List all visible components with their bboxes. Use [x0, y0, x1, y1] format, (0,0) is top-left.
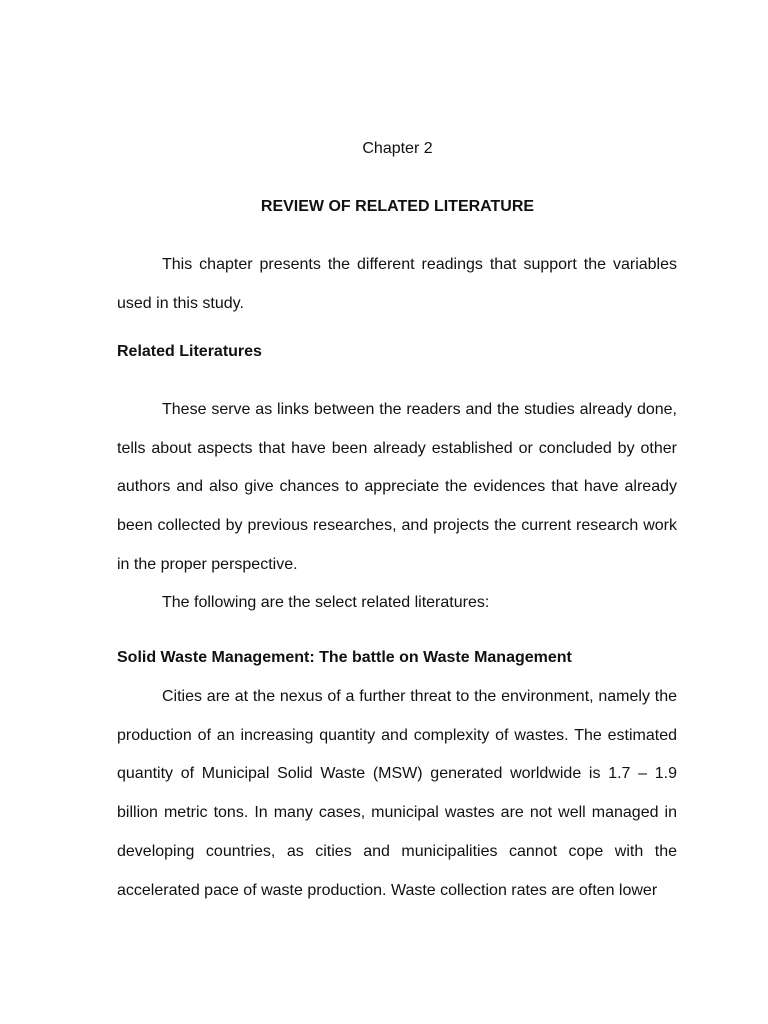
solid-waste-paragraph: Cities are at the nexus of a further threat to the environment, namely the production of an increasing quantity and complexity of wastes. The estimated quantity of Municipal Solid Waste (MSW) generated worldwide is 1.7 – 1.9 billion metric tons. In many cases, municipal wastes are not well managed in developing countries, as cities and municipalities cannot cope with the accelerated pace of waste production. Waste collection rates are often lower: [117, 688, 677, 899]
chapter-title: REVIEW OF RELATED LITERATURE: [260, 198, 535, 215]
select-literatures-paragraph: The following are the select related literatures:: [162, 594, 490, 611]
related-literatures-heading: Related Literatures: [117, 343, 262, 360]
chapter-number: Chapter 2: [362, 140, 433, 157]
related-literatures-paragraph: These serve as links between the readers and the studies already done, tells about aspects that have been already established or concluded by other authors and also give chances to appreciate the evidences that have already been collected by previous researches, and projects the current research work in the proper perspective.: [117, 401, 677, 573]
intro-paragraph: This chapter presents the different readings that support the variables used in this study.: [117, 256, 677, 312]
solid-waste-heading: Solid Waste Management: The battle on Waste Management: [117, 649, 572, 666]
